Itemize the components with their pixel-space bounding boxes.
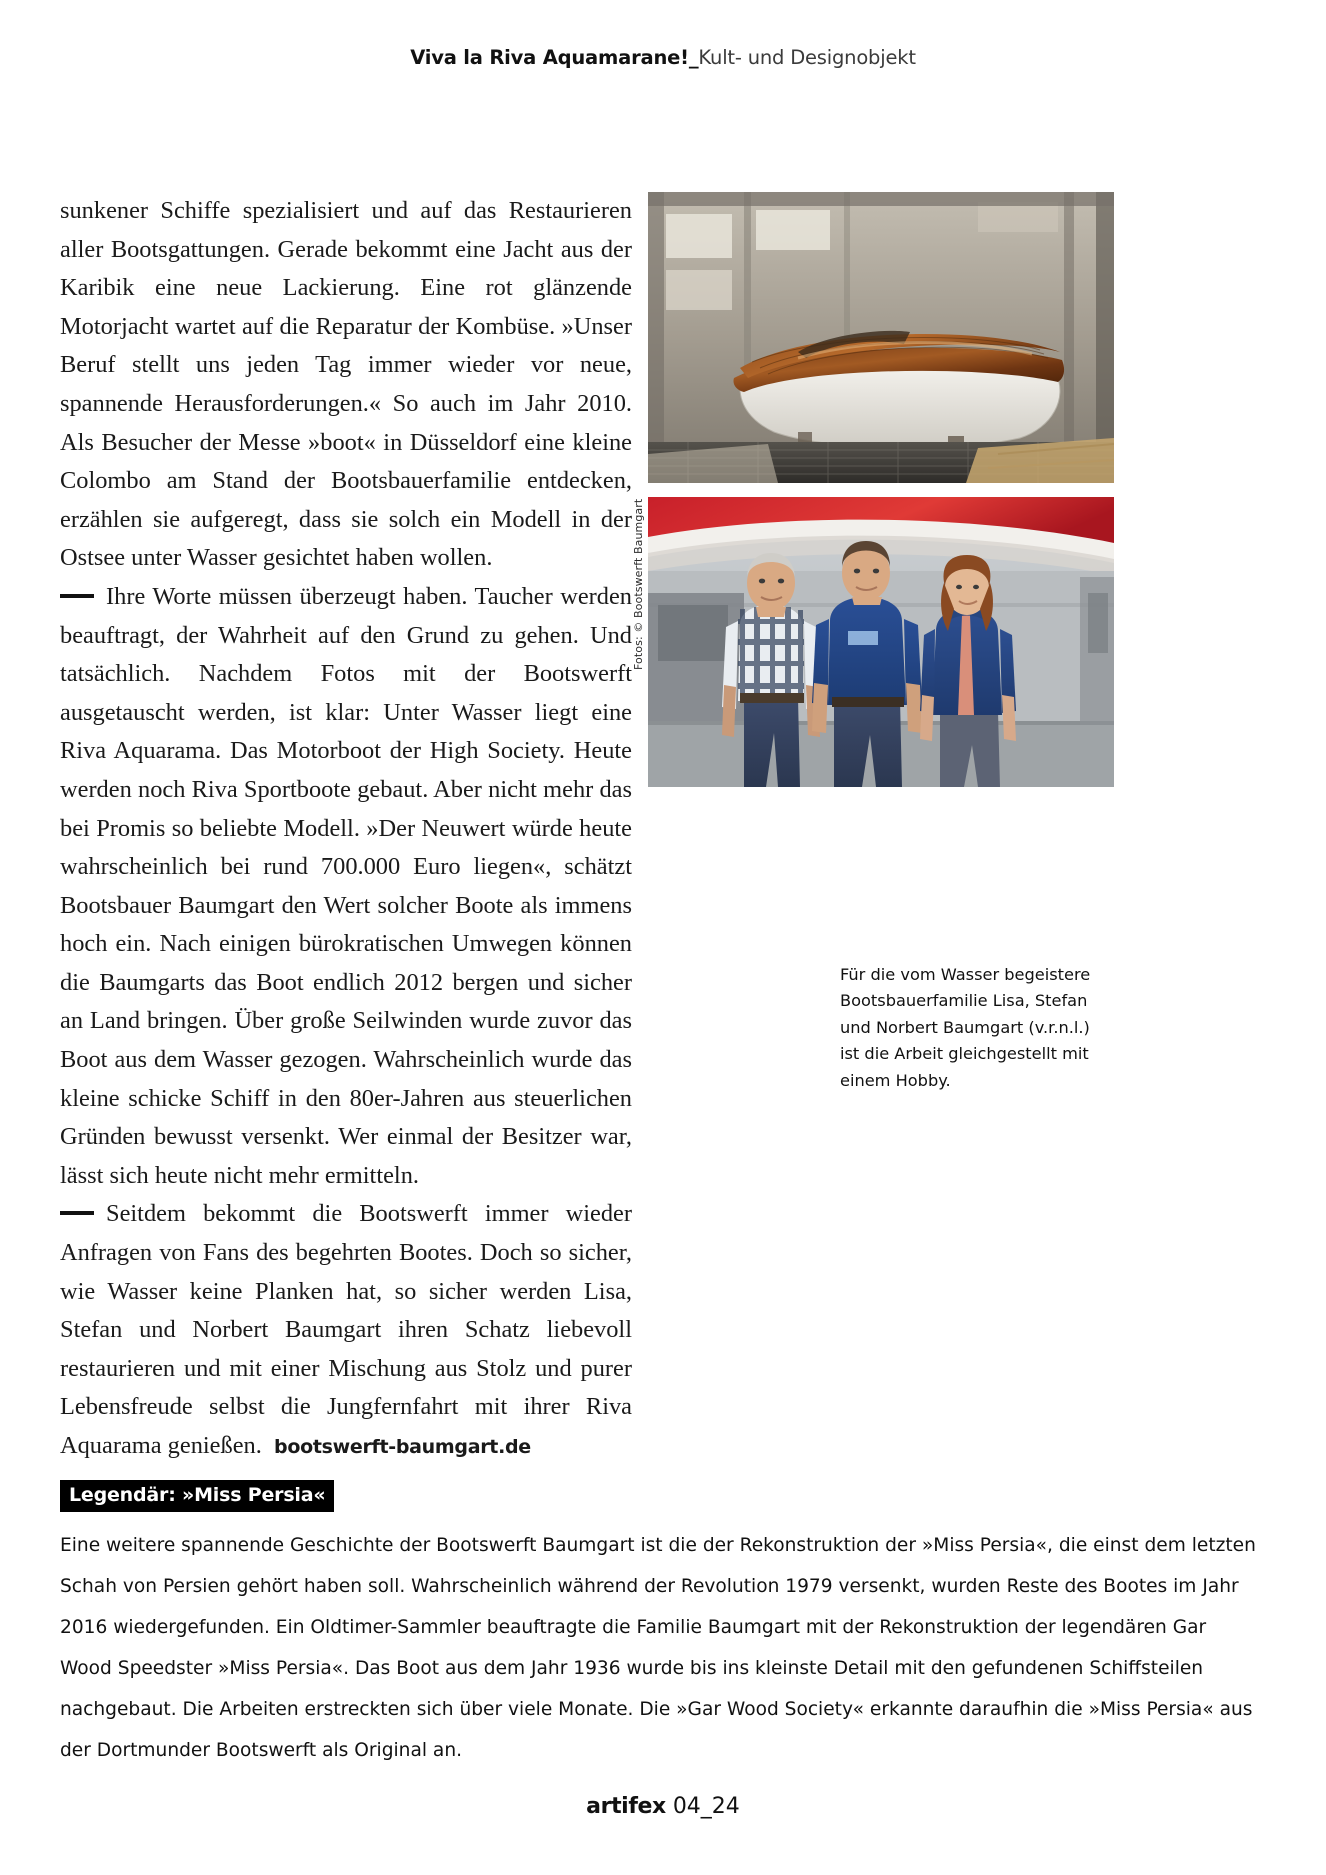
page-footer xyxy=(0,1794,1326,1819)
article-text-column xyxy=(60,192,632,1467)
paragraph-marker-rule xyxy=(60,594,94,598)
bootswerft-website-link[interactable]: bootswerft-baumgart.de xyxy=(274,1436,531,1458)
running-head xyxy=(0,46,1326,69)
photo-credit: Fotos: © Bootswerft Baumgart xyxy=(632,498,645,670)
footer-issue: 04_24 xyxy=(672,1794,740,1819)
paragraph-marker-rule xyxy=(60,1211,94,1215)
article-paragraph-2 xyxy=(60,578,632,1196)
paragraph-3-text: Seitdem bekommt die Bootswerft immer wieder Anfragen von Fans des begehrten Bootes. Doch so sicher, wie Wasser keine Planken hat, so sicher werden Lisa, Stefan und Norbert Baumgart ihren Schatz liebevoll restaurieren und mit einer Mischung aus Stolz und purer Lebensfreude selbst die Jungfernfahrt mit ihrer Riva Aquarama genießen. xyxy=(60,1200,632,1459)
running-head-separator: _ xyxy=(688,46,699,69)
article-paragraph-3 xyxy=(60,1195,632,1466)
paragraph-1-text: sunkener Schiffe spezialisiert und auf das Restaurieren aller Bootsgattungen. Gerade bekommt eine Jacht aus der Karibik eine neue Lackierung. Eine rot glänzende Motorjacht wartet auf die Reparatur der Kombüse. »Unser Beruf stellt uns jeden Tag immer wieder vor neue, spannende Herausforderungen.« So auch im Jahr 2010. Als Besucher der Messe »boot« in Düsseldorf eine kleine Colombo am Stand der Bootsbauerfamilie entdecken, erzählen sie aufgeregt, dass sie solch ein Modell in der Ostsee unter Wasser gesichtet haben wollen. xyxy=(60,197,632,572)
sidebar-badge-heading: Legendär: »Miss Persia« xyxy=(60,1480,334,1512)
running-head-subtitle: Kult- und Designobjekt xyxy=(698,46,916,69)
photo-restored-boat-artwork xyxy=(648,192,1114,483)
photo-caption: Für die vom Wasser begeistere Bootsbauerfamilie Lisa, Stefan und Norbert Baumgart (v.r.n.l.) ist die Arbeit gleichgestellt mit einem Hobby. xyxy=(840,965,1091,1090)
paragraph-2-text: Ihre Worte müssen überzeugt haben. Taucher werden beauftragt, der Wahrheit auf den Grund zu gehen. Und tatsächlich. Nachdem Fotos mit der Bootswerft ausgetauscht werden, ist klar: Unter Wasser liegt eine Riva Aquarama. Das Motorboot der High Society. Heute werden noch Riva Sportboote gebaut. Aber nicht mehr das bei Promis so beliebte Modell. »Der Neuwert würde heute wahrscheinlich bei rund 700.000 Euro liegen«, schätzt Bootsbauer Baumgart den Wert solcher Boote als immens hoch ein. Nach einigen bürokratischen Umwegen können die Baumgarts das Boot endlich 2012 bergen und sicher an Land bringen. Über große Seilwinden wurde zuvor das Boot aus dem Wasser gezogen. Wahrscheinlich wurde das kleine schicke Schiff in den 80er-Jahren aus steuerlichen Gründen bewusst versenkt. Wer einmal der Besitzer war, lässt sich heute nicht mehr ermitteln. xyxy=(60,582,632,1189)
photo-baumgart-family-artwork xyxy=(648,497,1114,787)
running-head-title: Viva la Riva Aquamarane! xyxy=(410,46,689,69)
sidebar-body-text: Eine weitere spannende Geschichte der Bootswerft Baumgart ist die der Rekonstruktion der »Miss Persia«, die einst dem letzten Schah von Persien gehört haben soll. Wahrscheinlich während der Revolution 1979 versenkt, wurden Reste des Bootes im Jahr 2016 wiedergefunden. Ein Oldtimer-Sammler beauftragte die Familie Baumgart mit der Rekonstruktion der legendären Gar Wood Speedster »Miss Persia«. Das Boot aus dem Jahr 1936 wurde bis ins kleinste Detail mit den gefundenen Schiffsteilen nachgebaut. Die Arbeiten erstreckten sich über viele Monate. Die »Gar Wood Society« erkannte daraufhin die »Miss Persia« aus der Dortmunder Bootswerft als Original an. xyxy=(60,1535,1256,1761)
footer-brand: artifex xyxy=(586,1794,666,1819)
photo-baumgart-family xyxy=(648,497,1114,787)
photo-restored-boat xyxy=(648,192,1114,483)
article-paragraph-1 xyxy=(60,192,632,578)
